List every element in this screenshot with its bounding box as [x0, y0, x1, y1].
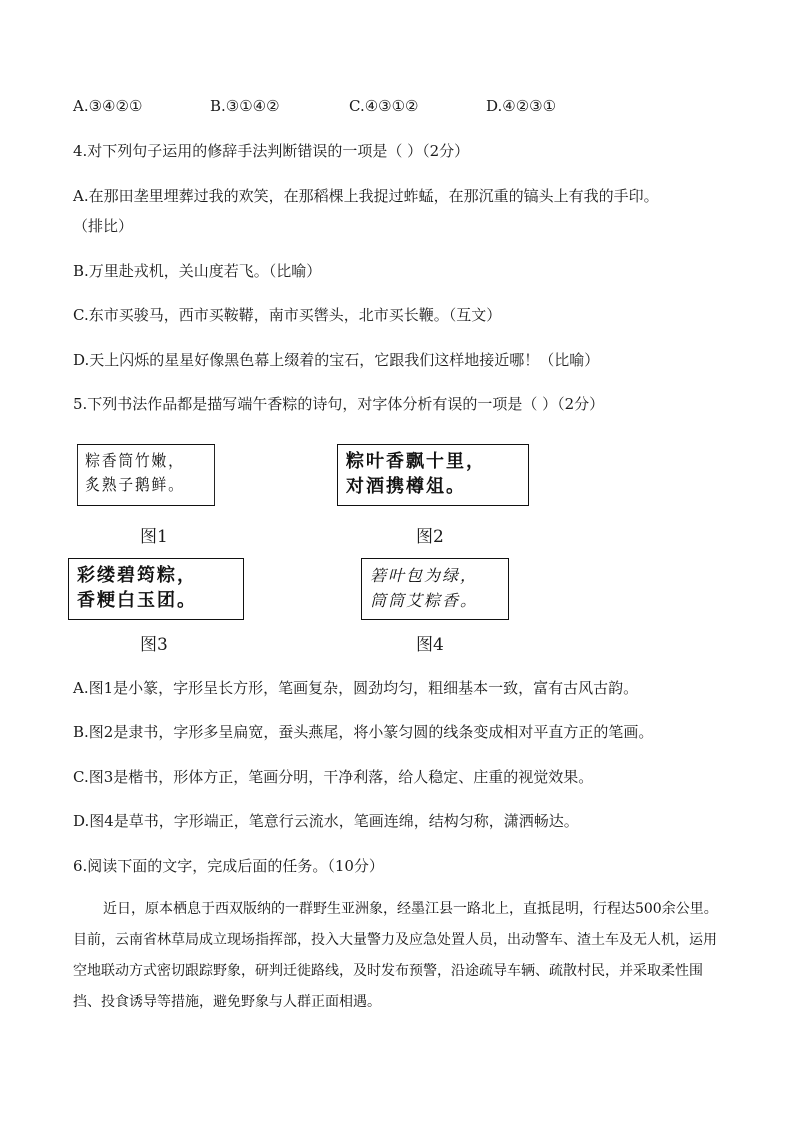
- calligraphy-figure-1: [77, 444, 215, 506]
- figure-1-caption: 图1: [140, 527, 168, 547]
- q6-stem: 6.阅读下面的文字，完成后面的任务。（10分）: [73, 857, 384, 875]
- q4-option-b: B.万里赴戎机，关山度若飞。（比喻）: [73, 262, 322, 280]
- figure-4-caption: 图4: [416, 635, 444, 655]
- q4-option-a: A.在那田垄里埋葬过我的欢笑，在那稻棵上我捉过蚱蜢，在那沉重的镐头上有我的手印。: [73, 187, 659, 205]
- q5-option-b: B.图2是隶书，字形多呈扁宽，蚕头燕尾，将小篆匀圆的线条变成相对平直方正的笔画。: [73, 723, 654, 741]
- q6-passage: 近日，原本栖息于西双版纳的一群野生亚洲象，经墨江县一路北上，直抵昆明，行程达500余公里。目前，云南省林草局成立现场指挥部，投入大量警力及应急处置人员，出动警车、渣土车及无人机，运用空地联动方式密切跟踪野象，研判迁徙路线，及时发布预警，沿途疏导车辆、疏散村民，并采取柔性围挡、投食诱导等措施，避免野象与人群正面相遇。: [73, 901, 718, 1010]
- q5-option-d: D.图4是草书，字形端正，笔意行云流水，笔画连绵，结构匀称，潇洒畅达。: [73, 812, 579, 830]
- figure-3-line-2: 香粳白玉团。: [77, 590, 197, 611]
- q3-option-b: B.③①④②: [210, 97, 280, 115]
- figure-3-line-1: 彩缕碧筠粽，: [77, 565, 197, 586]
- q4-option-a-tag: （排比）: [73, 217, 134, 235]
- q5-option-a: A.图1是小篆，字形呈长方形，笔画复杂，圆劲均匀，粗细基本一致，富有古风古韵。: [73, 679, 639, 697]
- q3-option-a: A.③④②①: [73, 97, 143, 115]
- figure-4-line-2: 筒筒艾粽香。: [370, 591, 479, 610]
- q4-option-d: D.天上闪烁的星星好像黑色幕上缀着的宝石，它跟我们这样地接近哪！（比喻）: [73, 351, 600, 369]
- q5-option-c: C.图3是楷书，形体方正，笔画分明，干净利落，给人稳定、庄重的视觉效果。: [73, 768, 594, 786]
- q3-option-c: C.④③①②: [349, 97, 419, 115]
- q5-stem: 5.下列书法作品都是描写端午香粽的诗句，对字体分析有误的一项是（ ）（2分）: [73, 395, 605, 413]
- figure-2-line-1: 粽叶香飘十里，: [346, 451, 486, 472]
- q4-option-c: C.东市买骏马，西市买鞍鞯，南市买辔头，北市买长鞭。（互文）: [73, 306, 502, 324]
- figure-4-line-1: 箬叶包为绿，: [370, 566, 479, 585]
- calligraphy-figure-4: [361, 558, 509, 620]
- figure-2-line-2: 对酒携樽俎。: [346, 476, 466, 497]
- calligraphy-figure-3: [68, 558, 244, 620]
- figure-2-caption: 图2: [416, 527, 444, 547]
- q4-stem: 4.对下列句子运用的修辞手法判断错误的一项是（ ）（2分）: [73, 142, 470, 160]
- figure-1-line-2: 炙熟子鹅鲜。: [85, 475, 185, 494]
- figure-1-line-1: 粽香筒竹嫩，: [85, 451, 185, 470]
- calligraphy-figure-2: [337, 444, 529, 506]
- figure-3-caption: 图3: [140, 635, 168, 655]
- q3-option-d: D.④②③①: [486, 97, 557, 115]
